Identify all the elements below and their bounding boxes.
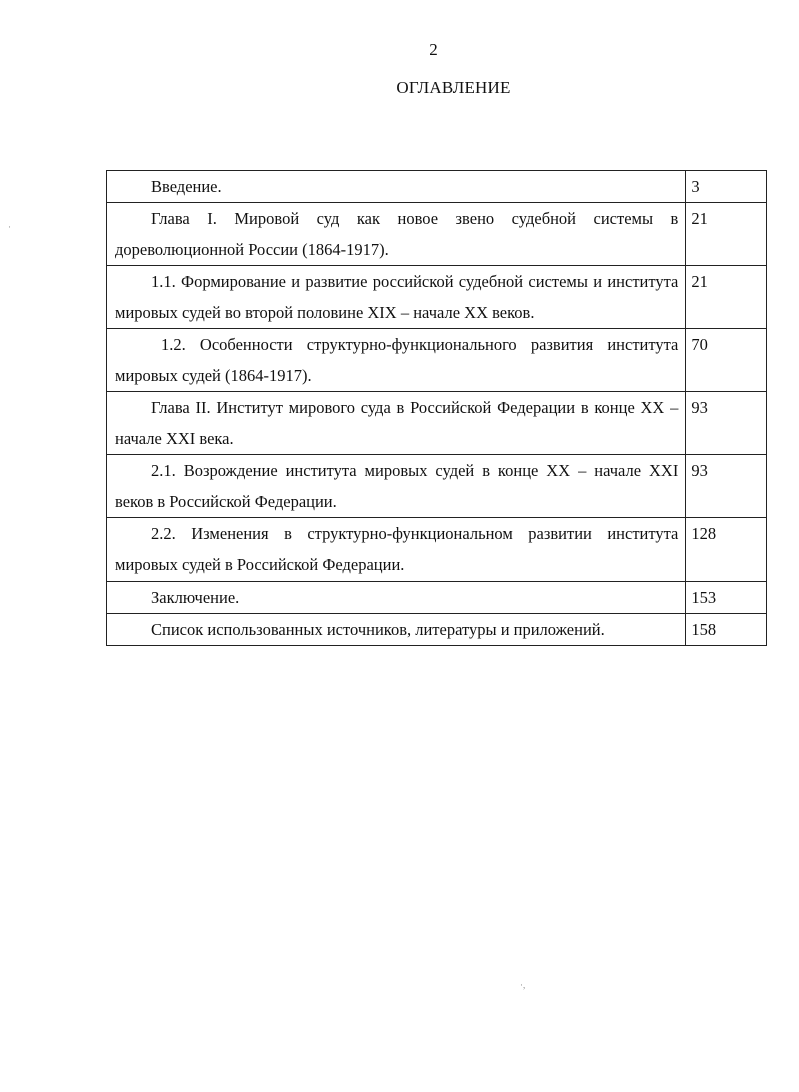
scan-artifact-dot: · bbox=[8, 222, 11, 232]
toc-table bbox=[106, 170, 767, 646]
toc-row bbox=[107, 582, 767, 614]
toc-entry-text: Глава II. Институт мирового суда в Российской Федерации в конце XX – начале XXI века. bbox=[107, 392, 686, 455]
toc-entry-page: 70 bbox=[686, 329, 767, 392]
toc-entry-text: Введение. bbox=[107, 171, 686, 203]
toc-row bbox=[107, 614, 767, 646]
toc-row bbox=[107, 455, 767, 518]
scan-artifact-dot: ·, bbox=[520, 980, 526, 990]
toc-entry-text: 1.1. Формирование и развитие российской судебной системы и института мировых судей во второй половине XIX – начале XX веков. bbox=[107, 266, 686, 329]
toc-entry-page: 3 bbox=[686, 171, 767, 203]
toc-entry-text: Глава I. Мировой суд как новое звено судебной системы в дореволюционной России (1864-1917). bbox=[107, 203, 686, 266]
toc-entry-text: 1.2. Особенности структурно-функционального развития института мировых судей (1864-1917). bbox=[107, 329, 686, 392]
page-title: ОГЛАВЛЕНИЕ bbox=[396, 78, 511, 97]
toc-entry-page: 158 bbox=[686, 614, 767, 646]
toc-row bbox=[107, 329, 767, 392]
toc-row bbox=[107, 203, 767, 266]
toc-entry-text: 2.1. Возрождение института мировых судей в конце XX – начале XXI веков в Российской Федерации. bbox=[107, 455, 686, 518]
toc-entry-text: Список использованных источников, литературы и приложений. bbox=[107, 614, 686, 646]
toc-entry-page: 93 bbox=[686, 392, 767, 455]
toc-row bbox=[107, 266, 767, 329]
toc-entry-page: 21 bbox=[686, 266, 767, 329]
toc-entry-page: 93 bbox=[686, 455, 767, 518]
toc-row bbox=[107, 518, 767, 582]
toc-row bbox=[107, 171, 767, 203]
toc-entry-text: 2.2. Изменения в структурно-функциональном развитии института мировых судей в Российской Федерации. bbox=[107, 518, 686, 582]
toc-row bbox=[107, 392, 767, 455]
toc-entry-page: 128 bbox=[686, 518, 767, 582]
toc-entry-text: Заключение. bbox=[107, 582, 686, 614]
page-number: 2 bbox=[429, 40, 438, 59]
toc-entry-page: 153 bbox=[686, 582, 767, 614]
toc-entry-page: 21 bbox=[686, 203, 767, 266]
